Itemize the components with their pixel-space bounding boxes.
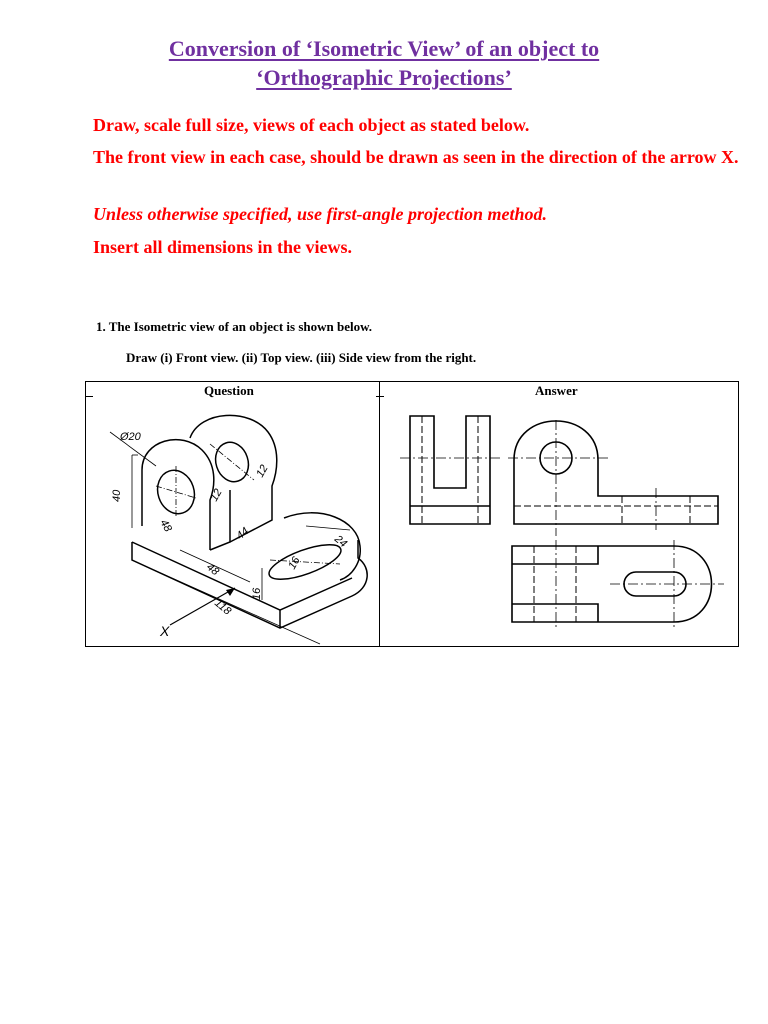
table-tick-bottom xyxy=(85,646,93,647)
title-line-1: Conversion of ‘Isometric View’ of an object to xyxy=(168,36,600,61)
table-tick-mid xyxy=(376,396,384,397)
question-column-header: Question xyxy=(204,383,254,398)
front-view xyxy=(508,420,718,536)
instruction-dimensions: Insert all dimensions in the views. xyxy=(93,237,353,257)
instruction-front-view: The front view in each case, should be drawn as seen in the direction of the arrow X. xyxy=(93,147,739,167)
orthographic-views-drawing xyxy=(384,400,734,645)
dim-slot-end: 24 xyxy=(332,533,350,551)
dim-base-length: 48 xyxy=(204,561,222,579)
arrow-label: X xyxy=(160,623,170,639)
dim-radius: 48 xyxy=(157,517,174,535)
dim-total-length: 118 xyxy=(212,597,234,618)
dim-hole-diameter: Ø20 xyxy=(120,431,141,443)
table-tick-left xyxy=(85,396,93,397)
rear-hole xyxy=(211,438,254,486)
question-subheading: Draw (i) Front view. (ii) Top view. (iii) Side view from the right. xyxy=(126,350,477,365)
answer-column-header: Answer xyxy=(535,383,578,398)
base-top-edge xyxy=(132,542,352,610)
dim-slot-width: 16 xyxy=(286,554,303,572)
instruction-projection-method: Unless otherwise specified, use first-angle projection method. xyxy=(93,204,547,224)
dim-base-height: 16 xyxy=(251,587,263,600)
side-view xyxy=(400,416,500,524)
page-title xyxy=(0,34,768,92)
instruction-scale: Draw, scale full size, views of each object as stated below. xyxy=(93,115,530,135)
top-view xyxy=(512,540,724,630)
isometric-view-drawing xyxy=(90,400,374,645)
question-heading: 1. The Isometric view of an object is shown below. xyxy=(96,319,373,334)
dim-thickness: 12 xyxy=(208,486,225,504)
dim-thickness-rear: 12 xyxy=(254,462,271,480)
dim-slot-length: 44 xyxy=(234,525,252,543)
front-upright xyxy=(142,440,214,550)
title-line-2: ‘Orthographic Projections’ xyxy=(256,65,512,90)
base-outline xyxy=(132,540,367,628)
dim-height: 40 xyxy=(111,489,123,502)
table-divider xyxy=(379,381,380,647)
